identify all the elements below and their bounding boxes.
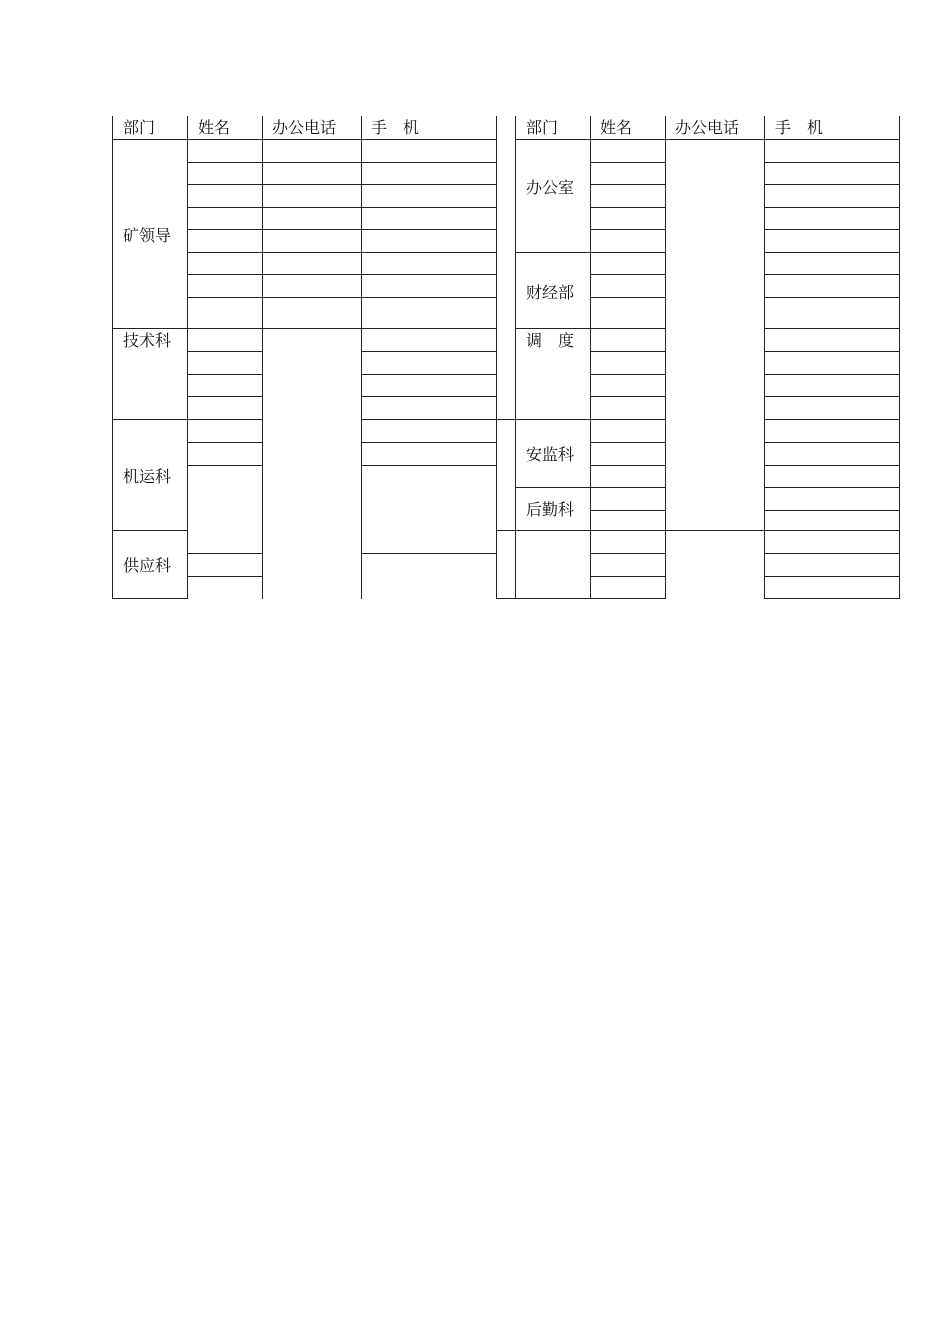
grid-line-horizontal bbox=[187, 396, 263, 397]
dept-label-mine-leadership: 矿领导 bbox=[123, 226, 172, 245]
grid-line-horizontal bbox=[590, 442, 666, 443]
grid-line-vertical bbox=[665, 116, 666, 599]
grid-line-horizontal bbox=[764, 487, 900, 488]
grid-line-horizontal bbox=[590, 576, 666, 577]
dept-divider-technical bbox=[112, 419, 263, 420]
left-header-name: 姓名 bbox=[198, 118, 231, 137]
grid-line-horizontal bbox=[590, 184, 666, 185]
grid-line-horizontal bbox=[590, 553, 666, 554]
grid-line-horizontal bbox=[590, 510, 666, 511]
grid-line-horizontal bbox=[590, 465, 666, 466]
right-header-dept: 部门 bbox=[526, 118, 559, 137]
grid-line-horizontal bbox=[187, 252, 497, 253]
dept-label-dispatch: 调 度 bbox=[526, 331, 575, 350]
grid-line-horizontal bbox=[764, 207, 900, 208]
left-header-dept: 部门 bbox=[123, 118, 156, 137]
grid-line-vertical bbox=[187, 116, 188, 599]
grid-line-horizontal bbox=[590, 274, 666, 275]
grid-line-horizontal bbox=[590, 297, 666, 298]
grid-line-horizontal bbox=[590, 351, 666, 352]
grid-line-horizontal bbox=[361, 396, 497, 397]
dept-label-safety: 安监科 bbox=[526, 445, 575, 464]
grid-line-vertical bbox=[262, 328, 263, 599]
grid-line-horizontal bbox=[187, 207, 497, 208]
grid-line-horizontal bbox=[187, 465, 263, 466]
dept-label-office: 办公室 bbox=[526, 178, 575, 197]
grid-line-horizontal bbox=[187, 274, 497, 275]
grid-line-horizontal bbox=[764, 374, 900, 375]
right-header-office-phone: 办公电话 bbox=[675, 118, 740, 137]
dept-divider-machinery bbox=[112, 530, 188, 531]
grid-line-horizontal bbox=[187, 229, 497, 230]
grid-line-horizontal bbox=[764, 252, 900, 253]
grid-line-horizontal bbox=[764, 229, 900, 230]
grid-line-horizontal bbox=[764, 297, 900, 298]
dept-divider-dispatch bbox=[515, 419, 666, 420]
dept-label-supply: 供应科 bbox=[123, 556, 172, 575]
grid-line-horizontal bbox=[361, 419, 516, 420]
grid-line-vertical bbox=[764, 116, 765, 599]
right-table-border-right bbox=[899, 116, 900, 599]
grid-line-horizontal bbox=[187, 374, 263, 375]
grid-line-horizontal bbox=[764, 419, 900, 420]
grid-line-horizontal bbox=[187, 351, 263, 352]
grid-line-horizontal bbox=[764, 465, 900, 466]
grid-line-horizontal bbox=[764, 553, 900, 554]
grid-line-horizontal bbox=[764, 442, 900, 443]
grid-line-horizontal bbox=[590, 396, 666, 397]
grid-line-horizontal bbox=[764, 510, 900, 511]
dept-label-finance: 财经部 bbox=[526, 283, 575, 302]
grid-line-horizontal bbox=[764, 162, 900, 163]
grid-line-horizontal bbox=[764, 351, 900, 352]
grid-line-horizontal bbox=[764, 576, 900, 577]
grid-line-horizontal bbox=[187, 576, 263, 577]
grid-line-vertical bbox=[361, 116, 362, 599]
grid-line-horizontal bbox=[590, 374, 666, 375]
left-table-border-right bbox=[496, 116, 497, 599]
grid-line-horizontal bbox=[361, 553, 497, 554]
grid-line-horizontal bbox=[361, 374, 497, 375]
grid-line-horizontal bbox=[187, 184, 497, 185]
grid-line-vertical bbox=[590, 116, 591, 599]
grid-line-horizontal bbox=[764, 274, 900, 275]
grid-line-horizontal bbox=[590, 207, 666, 208]
grid-line-horizontal bbox=[764, 396, 900, 397]
left-header-divider bbox=[112, 139, 497, 140]
grid-line-horizontal bbox=[361, 442, 497, 443]
grid-line-horizontal bbox=[361, 351, 497, 352]
dept-label-machinery-transport: 机运科 bbox=[123, 467, 172, 486]
grid-line-horizontal bbox=[361, 465, 497, 466]
grid-line-horizontal bbox=[764, 184, 900, 185]
grid-line-horizontal bbox=[764, 328, 900, 329]
left-table-border-bottom bbox=[112, 598, 188, 599]
grid-line-horizontal bbox=[590, 162, 666, 163]
dept-label-logistics: 后勤科 bbox=[526, 500, 575, 519]
grid-line-horizontal bbox=[187, 297, 497, 298]
dept-divider-leadership bbox=[112, 328, 497, 329]
dept-label-technical: 技术科 bbox=[123, 331, 172, 350]
right-header-divider bbox=[515, 139, 900, 140]
dept-divider-office bbox=[515, 252, 666, 253]
right-header-name: 姓名 bbox=[600, 118, 633, 137]
dept-divider-safety bbox=[515, 487, 666, 488]
grid-line-horizontal bbox=[187, 162, 497, 163]
right-table-border-bottom bbox=[496, 598, 666, 599]
grid-line-horizontal bbox=[764, 598, 900, 599]
right-header-mobile: 手 机 bbox=[775, 118, 824, 137]
dept-divider-finance bbox=[515, 328, 666, 329]
left-header-office-phone: 办公电话 bbox=[272, 118, 337, 137]
left-table-border-left bbox=[112, 116, 113, 599]
dept-divider-logistics bbox=[496, 530, 900, 531]
grid-line-horizontal bbox=[187, 553, 263, 554]
left-header-mobile: 手 机 bbox=[371, 118, 420, 137]
right-table-border-left bbox=[515, 116, 516, 599]
grid-line-horizontal bbox=[187, 442, 263, 443]
grid-line-horizontal bbox=[590, 229, 666, 230]
